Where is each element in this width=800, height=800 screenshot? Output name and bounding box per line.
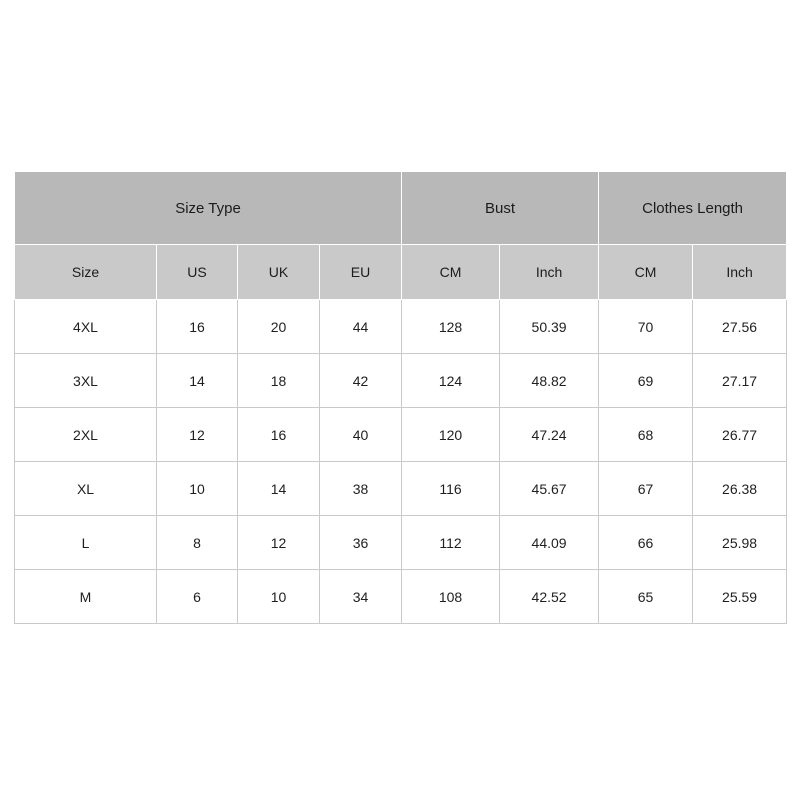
cell-uk: 18 (238, 354, 320, 408)
cell-eu: 42 (320, 354, 402, 408)
cell-length-inch: 27.17 (693, 354, 787, 408)
cell-uk: 20 (238, 300, 320, 354)
cell-us: 6 (157, 570, 238, 624)
cell-length-cm: 66 (599, 516, 693, 570)
group-header-bust: Bust (402, 172, 599, 245)
cell-uk: 16 (238, 408, 320, 462)
cell-eu: 40 (320, 408, 402, 462)
sub-header-uk: UK (238, 245, 320, 300)
sub-header-size: Size (15, 245, 157, 300)
group-header-size-type: Size Type (15, 172, 402, 245)
cell-eu: 44 (320, 300, 402, 354)
sub-header-row (15, 245, 787, 300)
cell-eu: 34 (320, 570, 402, 624)
size-chart-body (15, 172, 787, 624)
cell-size: 3XL (15, 354, 157, 408)
cell-length-inch: 26.38 (693, 462, 787, 516)
table-row (15, 300, 787, 354)
cell-us: 14 (157, 354, 238, 408)
cell-bust-cm: 112 (402, 516, 500, 570)
cell-length-inch: 25.98 (693, 516, 787, 570)
cell-length-cm: 67 (599, 462, 693, 516)
sub-header-bust-cm: CM (402, 245, 500, 300)
cell-bust-inch: 50.39 (500, 300, 599, 354)
table-row (15, 354, 787, 408)
size-chart-table (14, 171, 787, 624)
cell-bust-cm: 124 (402, 354, 500, 408)
sub-header-us: US (157, 245, 238, 300)
sub-header-bust-inch: Inch (500, 245, 599, 300)
cell-uk: 12 (238, 516, 320, 570)
cell-uk: 10 (238, 570, 320, 624)
cell-us: 10 (157, 462, 238, 516)
cell-us: 12 (157, 408, 238, 462)
sub-header-length-cm: CM (599, 245, 693, 300)
cell-size: L (15, 516, 157, 570)
cell-us: 16 (157, 300, 238, 354)
cell-bust-inch: 48.82 (500, 354, 599, 408)
sub-header-eu: EU (320, 245, 402, 300)
cell-length-cm: 70 (599, 300, 693, 354)
group-header-clothes-length: Clothes Length (599, 172, 787, 245)
cell-uk: 14 (238, 462, 320, 516)
cell-size: 4XL (15, 300, 157, 354)
table-row (15, 570, 787, 624)
cell-length-cm: 69 (599, 354, 693, 408)
group-header-row (15, 172, 787, 245)
cell-us: 8 (157, 516, 238, 570)
cell-length-inch: 26.77 (693, 408, 787, 462)
cell-bust-inch: 45.67 (500, 462, 599, 516)
cell-eu: 38 (320, 462, 402, 516)
table-row (15, 462, 787, 516)
table-row (15, 516, 787, 570)
cell-bust-inch: 42.52 (500, 570, 599, 624)
cell-bust-inch: 47.24 (500, 408, 599, 462)
cell-bust-inch: 44.09 (500, 516, 599, 570)
cell-bust-cm: 116 (402, 462, 500, 516)
cell-bust-cm: 128 (402, 300, 500, 354)
cell-size: XL (15, 462, 157, 516)
cell-size: M (15, 570, 157, 624)
size-chart-container (14, 171, 786, 624)
cell-length-inch: 27.56 (693, 300, 787, 354)
cell-bust-cm: 108 (402, 570, 500, 624)
sub-header-length-inch: Inch (693, 245, 787, 300)
cell-length-cm: 65 (599, 570, 693, 624)
cell-length-cm: 68 (599, 408, 693, 462)
cell-eu: 36 (320, 516, 402, 570)
cell-bust-cm: 120 (402, 408, 500, 462)
table-row (15, 408, 787, 462)
cell-size: 2XL (15, 408, 157, 462)
cell-length-inch: 25.59 (693, 570, 787, 624)
